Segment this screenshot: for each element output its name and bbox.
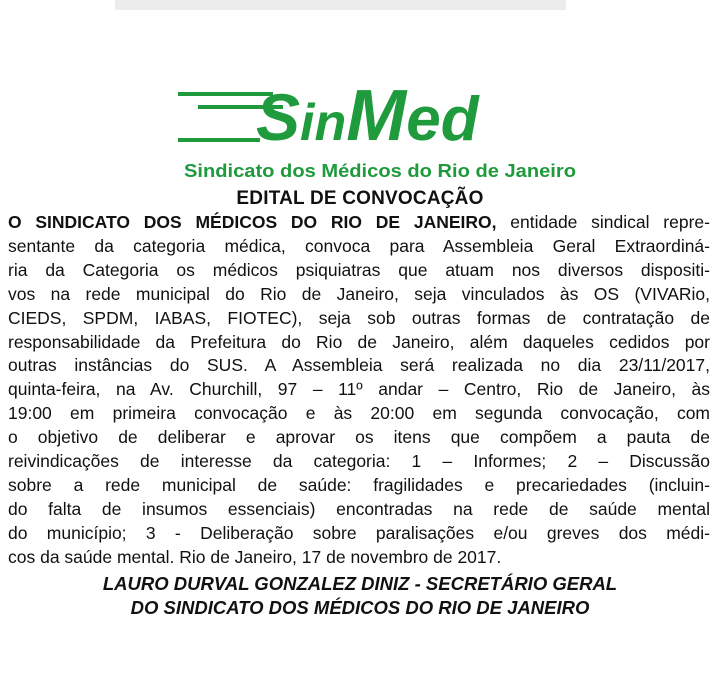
notice-title: EDITAL DE CONVOCAÇÃO: [236, 188, 484, 209]
notice-lead: O SINDICATO DOS MÉDICOS DO RIO DE JANEIRO,: [8, 212, 497, 232]
notice-line-8: quinta-feira, na Av. Churchill, 97 – 11º andar – Centro, Rio de Janeiro, às: [8, 379, 710, 400]
notice-line-6: responsabilidade da Prefeitura do Rio de Janeiro, além daqueles cedidos por: [8, 331, 710, 352]
notice-line-11: reivindicações de interesse da categoria: 1 – Informes; 2 – Discussão: [8, 451, 710, 472]
notice-line-13: do falta de insumos essenciais) encontradas na rede de saúde mental: [8, 498, 710, 519]
top-gray-strip: [115, 0, 566, 10]
sinmed-logo: [178, 78, 583, 186]
notice-body: [8, 211, 710, 570]
notice-line-10: o objetivo de deliberar e aprovar os itens que compõem a pauta de: [8, 427, 710, 448]
notice-line-4: vos na rede municipal do Rio de Janeiro, seja vinculados às OS (VIVARio,: [8, 283, 710, 304]
notice-line-14: do município; 3 - Deliberação sobre paralisações e/ou greves dos médi-: [8, 522, 710, 543]
signature-line-2: DO SINDICATO DOS MÉDICOS DO RIO DE JANEIRO: [130, 597, 590, 618]
notice-line-15: cos da saúde mental. Rio de Janeiro, 17 de novembro de 2017.: [8, 546, 502, 567]
signature-line-1: LAURO DURVAL GONZALEZ DINIZ - SECRETÁRIO GERAL: [102, 573, 618, 594]
notice-line-1-text: entidade sindical repre-: [510, 212, 710, 232]
notice-line-2: sentante da categoria médica, convoca para Assembleia Geral Extraordiná-: [8, 235, 710, 256]
notice-line-1: [8, 211, 710, 235]
notice-line-12: sobre a rede municipal de saúde: fragilidades e precariedades (incluin-: [8, 474, 710, 495]
notice-line-7: outras instâncias do SUS. A Assembleia será realizada no dia 23/11/2017,: [8, 355, 710, 376]
signature-block: [0, 572, 720, 620]
logo-wordmark: SinMed: [256, 78, 479, 156]
notice-line-3: ria da Categoria os médicos psiquiatras que atuam nos diversos dispositi-: [8, 259, 710, 280]
logo-rule-bottom: [178, 138, 260, 142]
notice-line-5: CIEDS, SPDM, IABAS, FIOTEC), seja sob outras formas de contratação de: [8, 307, 710, 328]
logo-subtitle: Sindicato dos Médicos do Rio de Janeiro: [184, 161, 576, 181]
sinmed-logo-graphic: [178, 78, 583, 186]
notice-line-9: 19:00 em primeira convocação e às 20:00 em segunda convocação, com: [8, 403, 710, 424]
